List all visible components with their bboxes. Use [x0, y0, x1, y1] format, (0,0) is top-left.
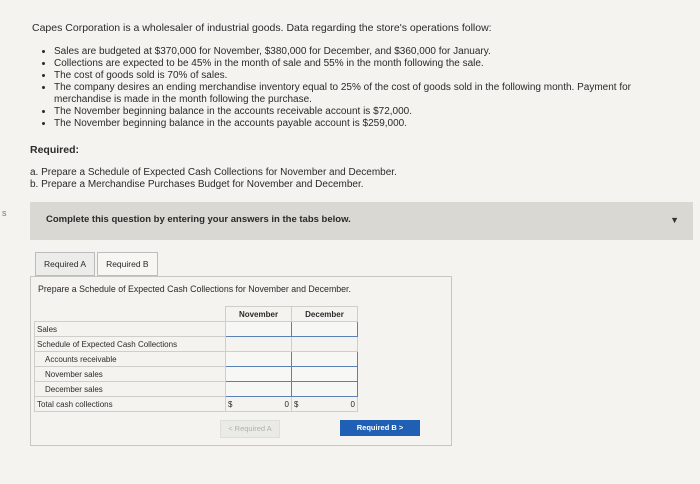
- november-sales-december-input[interactable]: [292, 367, 358, 382]
- intro-text: Capes Corporation is a wholesaler of industrial goods. Data regarding the store's operations follow:: [32, 22, 492, 34]
- table-header-row: [35, 307, 358, 322]
- december-sales-november-input[interactable]: [226, 382, 292, 397]
- total-november-value: 0: [284, 399, 289, 409]
- blank-cell: [226, 337, 292, 352]
- column-header-december: December: [292, 307, 358, 322]
- tab-bar: [35, 252, 160, 276]
- total-row: [35, 397, 358, 412]
- fact-item: • Sales are budgeted at $370,000 for November, $380,000 for December, and $360,000 for January.: [54, 46, 674, 58]
- fact-item: • Collections are expected to be 45% in the month of sale and 55% in the month following the sale.: [54, 58, 674, 70]
- sales-november-input[interactable]: [226, 322, 292, 337]
- required-item: a. Prepare a Schedule of Expected Cash Collections for November and December.: [30, 167, 397, 178]
- fact-item: • The cost of goods sold is 70% of sales.: [54, 70, 674, 82]
- edge-mark: s: [2, 208, 7, 218]
- total-november: [226, 397, 292, 412]
- instruction-text: Complete this question by entering your answers in the tabs below.: [46, 214, 351, 225]
- table-row: [35, 367, 358, 382]
- prev-required-a-button[interactable]: < Required A: [220, 420, 280, 438]
- expand-arrow-icon[interactable]: ▼: [670, 215, 679, 225]
- currency-symbol: $: [294, 399, 299, 409]
- table-row: [35, 322, 358, 337]
- sales-december-input[interactable]: [292, 322, 358, 337]
- next-required-b-button[interactable]: Required B >: [340, 420, 420, 436]
- currency-symbol: $: [228, 399, 233, 409]
- blank-cell: [292, 337, 358, 352]
- accounts-receivable-december-input[interactable]: [292, 352, 358, 367]
- row-label: November sales: [35, 367, 226, 382]
- cash-collections-table: [34, 306, 358, 412]
- required-heading: Required:: [30, 144, 80, 156]
- total-december: [292, 397, 358, 412]
- content-title: Prepare a Schedule of Expected Cash Collections for November and December.: [38, 284, 351, 294]
- header-blank: [35, 307, 226, 322]
- column-header-november: November: [226, 307, 292, 322]
- tab-required-a[interactable]: Required A: [35, 252, 95, 276]
- fact-item: • The company desires an ending merchandise inventory equal to 25% of the cost of goods sold in the following month. Payment for merchandise is made in the month following the purchase.: [54, 82, 674, 106]
- row-label: Total cash collections: [35, 397, 226, 412]
- facts-list: [40, 46, 674, 130]
- row-label: Sales: [35, 322, 226, 337]
- table-row: [35, 352, 358, 367]
- december-sales-december-input[interactable]: [292, 382, 358, 397]
- november-sales-november-input[interactable]: [226, 367, 292, 382]
- row-label: Accounts receivable: [35, 352, 226, 367]
- total-december-value: 0: [350, 399, 355, 409]
- table-row: [35, 382, 358, 397]
- row-label: December sales: [35, 382, 226, 397]
- required-item: b. Prepare a Merchandise Purchases Budget for November and December.: [30, 179, 364, 190]
- table-row: [35, 337, 358, 352]
- fact-item: • The November beginning balance in the accounts receivable account is $72,000.: [54, 106, 674, 118]
- fact-item: • The November beginning balance in the accounts payable account is $259,000.: [54, 118, 674, 130]
- accounts-receivable-november-input[interactable]: [226, 352, 292, 367]
- instruction-panel: [30, 202, 693, 240]
- row-label: Schedule of Expected Cash Collections: [35, 337, 226, 352]
- required-list: [30, 167, 397, 191]
- tab-required-b[interactable]: Required B: [97, 252, 158, 276]
